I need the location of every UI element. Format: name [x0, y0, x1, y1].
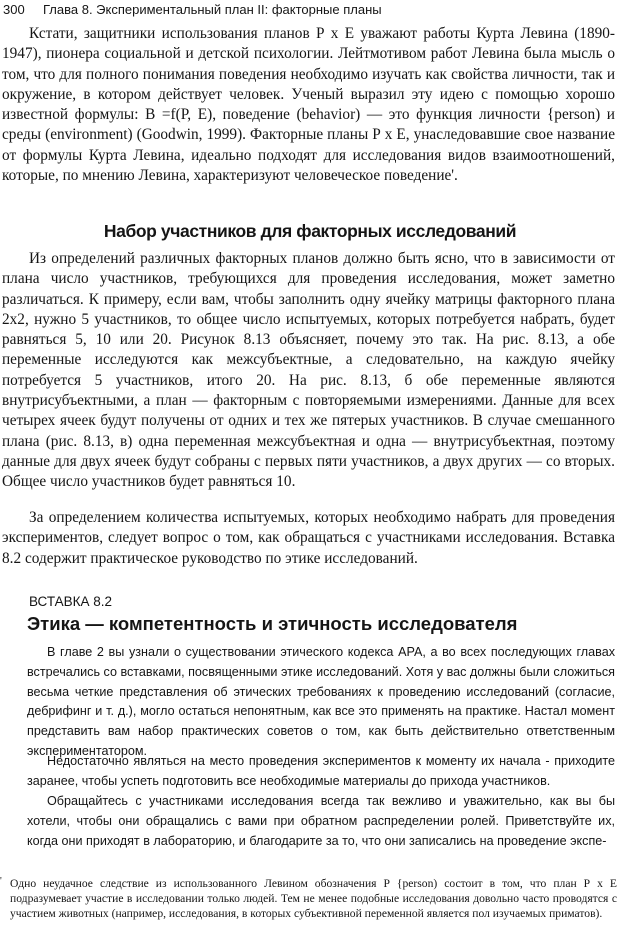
- footnote: [0, 877, 617, 921]
- page-number: 300: [3, 2, 25, 17]
- section-heading: Набор участников для факторных исследований: [103, 221, 517, 241]
- box-paragraph-1: В главе 2 вы узнали о существовании этического кодекса APA, а во всех последующих главах встречались со вставками, посвященными этике исследований. Хотя у вас должны были сложиться весьма четкие представления об этических требованиях к проведению исследований (согласие, дебрифинг и т. д.), могло остаться непонятным, как все это применять на практике. Настал момент представить вам набор практических советов о том, как быть действительно ответственным экспериментатором.: [27, 645, 615, 758]
- page-header: [3, 1, 615, 19]
- footnote-text: Одно неудачное следствие из использованного Левином обозначения Р {person) состоит в том, что план Р х Е подразумевает участие в исследовании только людей. Тем не менее подобные исследования довольно часто проводятся с участием животных (например, исследования, в которых субъективной переменной является пол изучаемых приматов).: [10, 877, 617, 920]
- running-title: Глава 8. Экспериментальный план II: факторные планы: [43, 2, 382, 17]
- box-paragraph-2: Недостаточно являться на место проведения экспериментов к моменту их начала - приходите заранее, чтобы успеть подготовить все необходимые материалы до прихода участников.: [27, 754, 615, 788]
- box-paragraph-3: Обращайтесь с участниками исследования всегда так вежливо и уважительно, как вы бы хотели, чтобы они обращались с вами при обратном распределении ролей. Приветствуйте их, когда они приходят в лабораторию, и благодарите за то, что они записались на проведение экспе-: [27, 794, 615, 848]
- box-label: ВСТАВКА 8.2: [29, 594, 113, 609]
- participants-paragraph: Из определений различных факторных планов должно быть ясно, что в зависимости от плана число участников, требующихся для проведения исследования, может заметно различаться. К примеру, если вам, чтобы заполнить одну ячейку матрицы факторного плана 2x2, нужно 5 участников, то общее число испытуемых, которых потребуется набрать, будет равняться 5, 10 или 20. Рисунок 8.13 объясняет, почему это так. На рис. 8.13, а обе переменные исследуются как межсубъектные, а следовательно, на каждую ячейку потребуется 5 участников, итого 20. На рис. 8.13, б обе переменные являются внутрисубъектными, а план — факторным с повторяемыми измерениями. Данные для всех четырех ячеек будут получены от одних и тех же пятерых участников. В случае смешанного плана (рис. 8.13, в) одна переменная межсубъектная и одна — внутрисубъектная, поэтому данные для двух ячеек будут собраны с первых пяти участников, а двух других — со вторых. Общее число участников будет равняться 10.: [2, 250, 615, 491]
- transition-paragraph: За определением количества испытуемых, которых необходимо набрать для проведения экспериментов, следует вопрос о том, как обращаться с участниками исследования. Вставка 8.2 содержит практическое руководство по этике исследований.: [2, 509, 615, 567]
- box-title: Этика — компетентность и этичность исследователя: [27, 613, 518, 634]
- footnote-mark: ': [0, 876, 2, 887]
- intro-paragraph: Кстати, защитники использования планов Р х Е уважают работы Курта Левина (1890-1947), пионера социальной и детской психологии. Лейтмотивом работ Левина была мысль о том, что для полного понимания поведения необходимо изучать как свойства личности, так и окружение, в котором действует человек. Ученый выразил эту идею с помощью хорошо известной формулы: В =f(Р, Е), поведение (behavior) — это функция личности {person) и среды (environment) (Goodwin, 1999). Факторные планы Р х Е, унаследовавшие свое название от формулы Курта Левина, идеально подходят для исследования видов взаимоотношений, которые, по мнению Левина, характеризуют человеческое поведение'.: [2, 25, 615, 185]
